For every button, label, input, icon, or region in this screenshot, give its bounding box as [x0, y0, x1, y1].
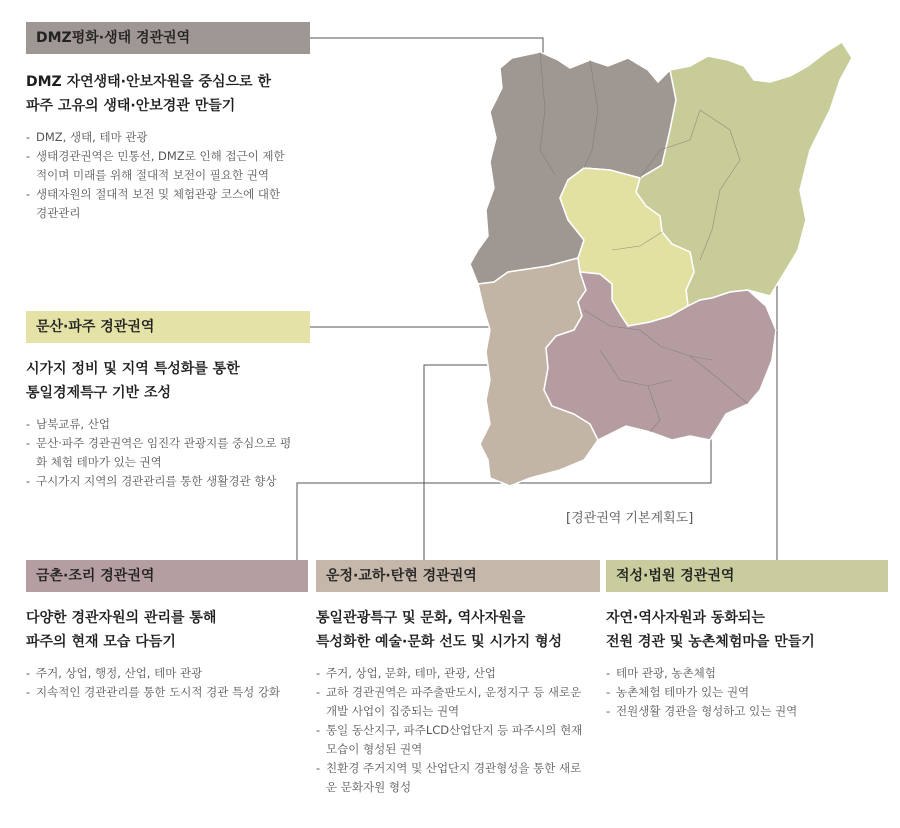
- region-title: [26, 70, 310, 118]
- region-title-line: DMZ 자연생태·안보자원을 중심으로 한: [26, 74, 271, 90]
- region-block-munsan: [26, 311, 310, 491]
- bullet-item: - 주거, 상업, 문화, 테마, 관광, 산업: [316, 664, 590, 683]
- region-header-dmz: [26, 22, 310, 54]
- region-header-jeokseong: [606, 560, 888, 592]
- region-title: [316, 606, 600, 654]
- bullet-item: - 농촌체험 테마가 있는 권역: [606, 683, 876, 702]
- region-title-line: 통일경제특구 기반 조성: [26, 385, 171, 401]
- region-header-label: 적성·법원 경관권역: [616, 568, 735, 584]
- region-header-label: 운정·교하·탄현 경관권역: [326, 568, 477, 584]
- region-header-label: 금촌·조리 경관권역: [36, 568, 155, 584]
- bullet-item: - 구시가지 지역의 경관관리를 통한 생활경관 향상: [26, 472, 294, 491]
- region-title-line: 통일관광특구 및 문화, 역사자원을: [316, 610, 526, 626]
- map-regions: [470, 42, 852, 486]
- region-title: [26, 357, 310, 405]
- bullet-item: - 테마 관광, 농촌체험: [606, 664, 876, 683]
- region-title-line: 전원 경관 및 농촌체험마을 만들기: [606, 634, 815, 650]
- region-title-line: 특성화한 예술·문화 선도 및 시가지 형성: [316, 634, 563, 650]
- bullet-item: - 문산·파주 경관권역은 임진각 관광지를 중심으로 평화 체험 테마가 있는 권역: [26, 434, 294, 472]
- region-bullets: [26, 415, 294, 491]
- region-title-line: 파주의 현재 모습 다듬기: [26, 634, 176, 650]
- bullet-item: - 남북교류, 산업: [26, 415, 294, 434]
- region-header-label: 문산·파주 경관권역: [36, 319, 155, 335]
- region-block-jeokseong: [606, 560, 888, 721]
- bullet-item: - 주거, 상업, 행정, 산업, 테마 관광: [26, 664, 294, 683]
- bullet-item: - 지속적인 경관관리를 통한 도시적 경관 특성 강화: [26, 683, 294, 702]
- region-header-munsan: [26, 311, 310, 343]
- region-block-geumchon: [26, 560, 308, 702]
- region-title-line: 파주 고유의 생태·안보경관 만들기: [26, 98, 236, 114]
- bullet-item: - 전원생활 경관을 형성하고 있는 권역: [606, 702, 876, 721]
- bullet-item: - 친환경 주거지역 및 산업단지 경관형성을 통한 새로운 문화자원 형성: [316, 759, 590, 797]
- region-title-line: 자연·역사자원과 동화되는: [606, 610, 765, 626]
- region-block-unjeong: [316, 560, 600, 797]
- region-bullets: [316, 664, 590, 797]
- region-header-label: DMZ평화·생태 경관권역: [36, 30, 191, 46]
- map-caption: [경관권역 기본계획도]: [566, 511, 694, 526]
- region-header-unjeong: [316, 560, 600, 592]
- region-block-dmz: [26, 22, 310, 223]
- bullet-item: - DMZ, 생태, 테마 관광: [26, 128, 294, 147]
- region-bullets: [606, 664, 876, 721]
- region-title-line: 다양한 경관자원의 관리를 통해: [26, 610, 217, 626]
- region-header-geumchon: [26, 560, 308, 592]
- bullet-item: - 생태자원의 절대적 보전 및 체험관광 코스에 대한 경관관리: [26, 185, 294, 223]
- bullet-item: - 생태경관권역은 민통선, DMZ로 인해 접근이 제한적이며 미래를 위해 절대적 보전이 필요한 권역: [26, 147, 294, 185]
- region-bullets: [26, 664, 294, 702]
- region-title: [606, 606, 888, 654]
- region-title: [26, 606, 308, 654]
- region-bullets: [26, 128, 294, 223]
- region-title-line: 시가지 정비 및 지역 특성화를 통한: [26, 361, 240, 377]
- bullet-item: - 교하 경관권역은 파주출판도시, 운정지구 등 새로운 개발 사업이 집중되는 권역: [316, 683, 590, 721]
- bullet-item: - 통일 동산지구, 파주LCD산업단지 등 파주시의 현재 모습이 형성된 권역: [316, 721, 590, 759]
